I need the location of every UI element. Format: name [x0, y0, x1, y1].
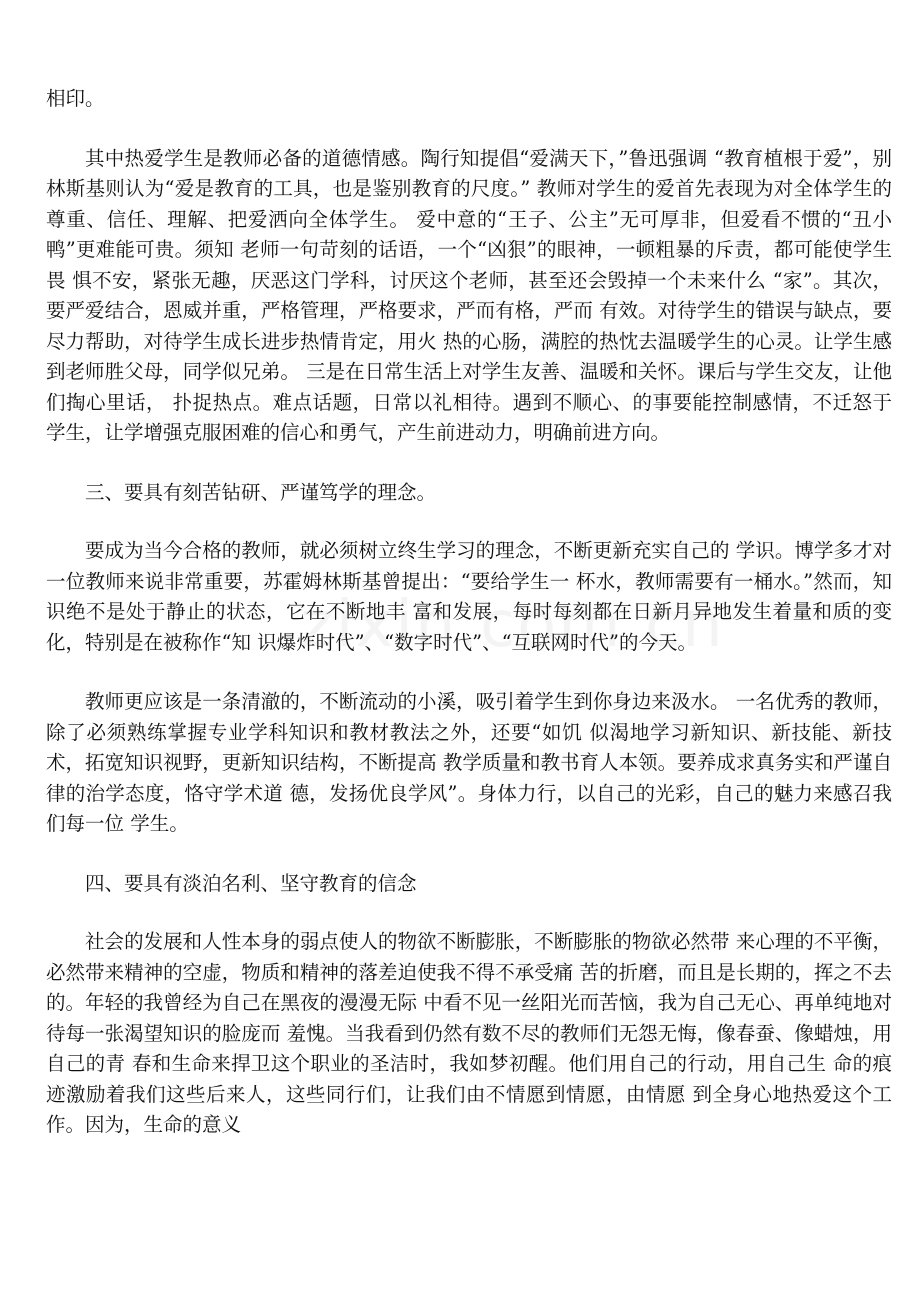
section-heading-three: 三、要具有刻苦钻研、严谨笃学的理念。 [85, 480, 437, 504]
paragraph-lifelong-learning: 要成为当今合格的教师，就必须树立终生学习的理念，不断更新充实自己的 学识。博学多才对一位教师来说非常重要，苏霍姆林斯基曾提出：“要给学生一 杯水，教师需要有一桶水。”然而，知识绝不是处于静止的状态，它在不断地丰 富和发展，每时每刻都在日新月异地发生着量和质的变化，特别是在被称作“知 识爆炸时代”、“数字时代”、“互联网时代”的今天。 [46, 539, 892, 654]
section-heading-four: 四、要具有淡泊名利、坚守教育的信念 [85, 871, 417, 895]
paragraph-continuation: 相印。 [46, 87, 105, 110]
paragraph-society-development: 社会的发展和人性本身的弱点使人的物欲不断膨胀，不断膨胀的物欲必然带 来心理的不平衡，必然带来精神的空虚，物质和精神的落差迫使我不得不承受痛 苦的折磨，而且是长期的，挥之不去的。年轻的我曾经为自己在黑夜的漫漫无际 中看不见一丝阳光而苦恼，我为自己无心、再单纯地对待每一张渴望知识的脸庞而 羞愧。当我看到仍然有数不尽的教师们无怨无悔，像春蚕、像蜡烛，用自己的青 春和生命来捍卫这个职业的圣洁时，我如梦初醒。他们用自己的行动，用自己生 命的痕迹激励着我们这些后来人，这些同行们，让我们由不情愿到情愿，由情愿 到全身心地热爱这个工作。因为，生命的意义 [46, 930, 892, 1136]
document-page [46, 84, 892, 1170]
paragraph-love-students: 其中热爱学生是教师必备的道德情感。陶行知提倡“爱满天下，”鲁迅强调 “教育植根于爱”，别林斯基则认为“爱是教育的工具，也是鉴别教育的尺度。” 教师对学生的爱首先表现为对全体学生的尊重、信任、理解、把爱洒向全体学生。 爱中意的“王子、公主”无可厚非，但爱看不惯的“丑小鸭”更难能可贵。须知 老师一句苛刻的话语，一个“凶狠”的眼神，一顿粗暴的斥责，都可能使学生畏 惧不安，紧张无趣，厌恶这门学科，讨厌这个老师，甚至还会毁掉一个未来什么 “家”。其次，要严爱结合，恩威并重，严格管理，严格要求，严而有格，严而 有效。对待学生的错误与缺点，要尽力帮助，对待学生成长进步热情肯定，用火 热的心肠，满腔的热忱去温暖学生的心灵。让学生感到老师胜父母，同学似兄弟。 三是在日常生活上对学生友善、温暖和关怀。课后与学生交友，让他们掏心里话， 扑捉热点。难点话题，日常以礼相待。遇到不顺心、的事要能控制感情，不迁怒于 学生，让学增强克服困难的信心和勇气，产生前进动力，明确前进方向。 [46, 146, 892, 444]
paragraph-clear-stream: 教师更应该是一条清澈的，不断流动的小溪，吸引着学生到你身边来汲水。 一名优秀的教师，除了必须熟练掌握专业学科知识和教材教法之外，还要“如饥 似渴地学习新知识、新技能、新技术，拓宽知识视野，更新知识结构，不断提高 教学质量和教书育人本领。要养成求真务实和严谨自律的治学态度，恪守学术道 德，发扬优良学风”。身体力行，以自己的光彩，自己的魅力来感召我们每一位 学生。 [46, 690, 892, 835]
